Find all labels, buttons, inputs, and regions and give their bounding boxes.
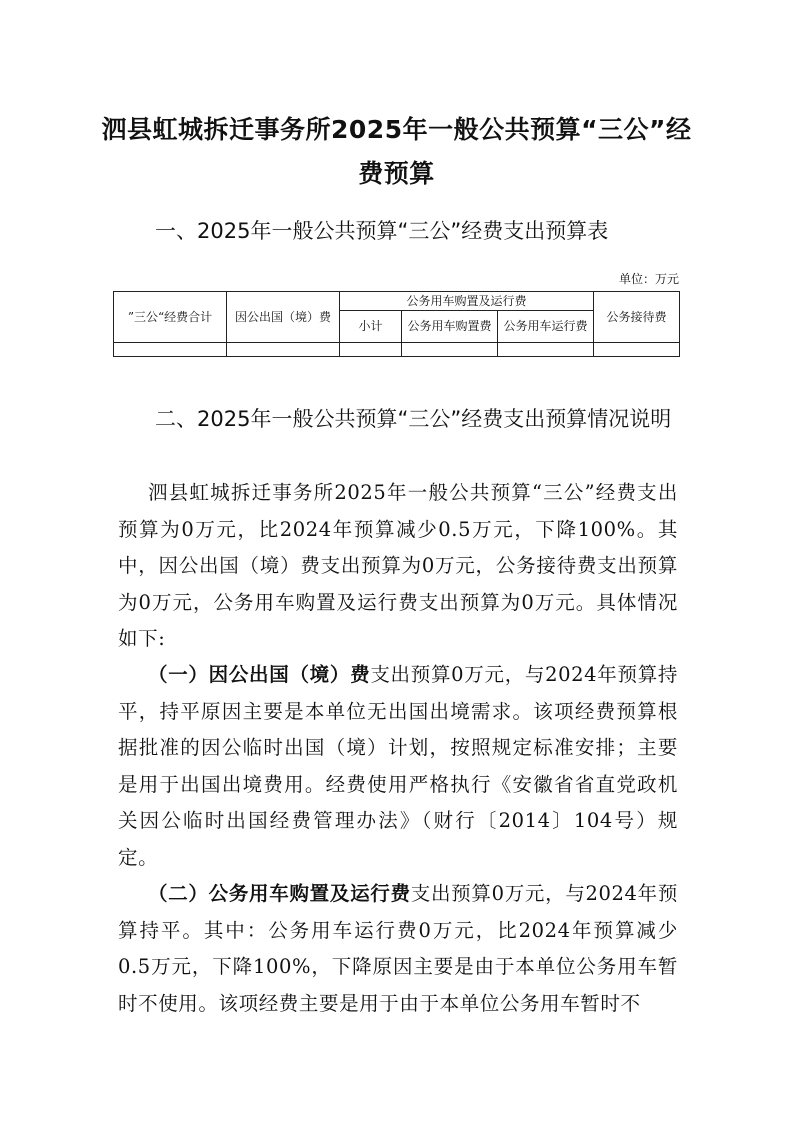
paragraph-vehicle-text: 支出预算0万元，与2024年预算持平。其中：公务用车运行费0万元，比2024年预算减少0.5万元，下降100%，下降原因主要是由于本单位公务用车暂时不使用。该项经费主要是用于由于本单位公务用车暂时不 [118,882,678,1015]
unit-label: 单位：万元 [618,272,679,286]
section2-heading [120,400,680,438]
table-cell [402,343,498,357]
section1-heading: 一、2025年一般公共预算“三公”经费支出预算表 [155,219,609,243]
paragraph-abroad-heading: （一）因公出国（境）费 [148,663,371,686]
paragraph-summary: 泗县虹城拆迁事务所2025年一般公共预算“三公”经费支出预算为0万元，比2024年预算减少0.5万元，下降100%。其中，因公出国（境）费支出预算为0万元，公务接待费支出预算为0万元，公务用车购置及运行费支出预算为0万元。具体情况如下: [118,481,678,650]
table-cell [340,343,402,357]
header-reception: 公务接待费 [594,292,680,343]
paragraph-vehicle-heading: （二）公务用车购置及运行费 [148,882,411,905]
table-cell [594,343,680,357]
budget-table [113,291,680,357]
paragraph-vehicle [118,876,678,1022]
paragraph-abroad-text: 支出预算0万元，与2024年预算持平，持平原因主要是本单位无出国出境需求。该项经费预算根据批准的因公临时出国（境）计划，按照规定标准安排；主要是用于出国出境费用。经费使用严格执行《安徽省省直党政机关因公临时出国经费管理办法》（财行〔2014〕104号）规定。 [118,663,678,869]
header-vehicle-group: 公务用车购置及运行费 [340,292,594,311]
header-abroad: 因公出国（境）费 [227,292,340,343]
table-cell [114,343,227,357]
table-cell [498,343,594,357]
header-vehicle-purchase: 公务用车购置费 [402,311,498,343]
document-title: 泗县虹城拆迁事务所2025年一般公共预算“三公”经费预算 [101,115,692,188]
section2-heading-text: 二、2025年一般公共预算“三公”经费支出预算情况说明 [155,407,672,431]
header-total: ”三公“经费合计 [114,292,227,343]
header-subtotal: 小计 [340,311,402,343]
paragraph-abroad [118,657,678,876]
table-cell [227,343,340,357]
header-vehicle-operation: 公务用车运行费 [498,311,594,343]
